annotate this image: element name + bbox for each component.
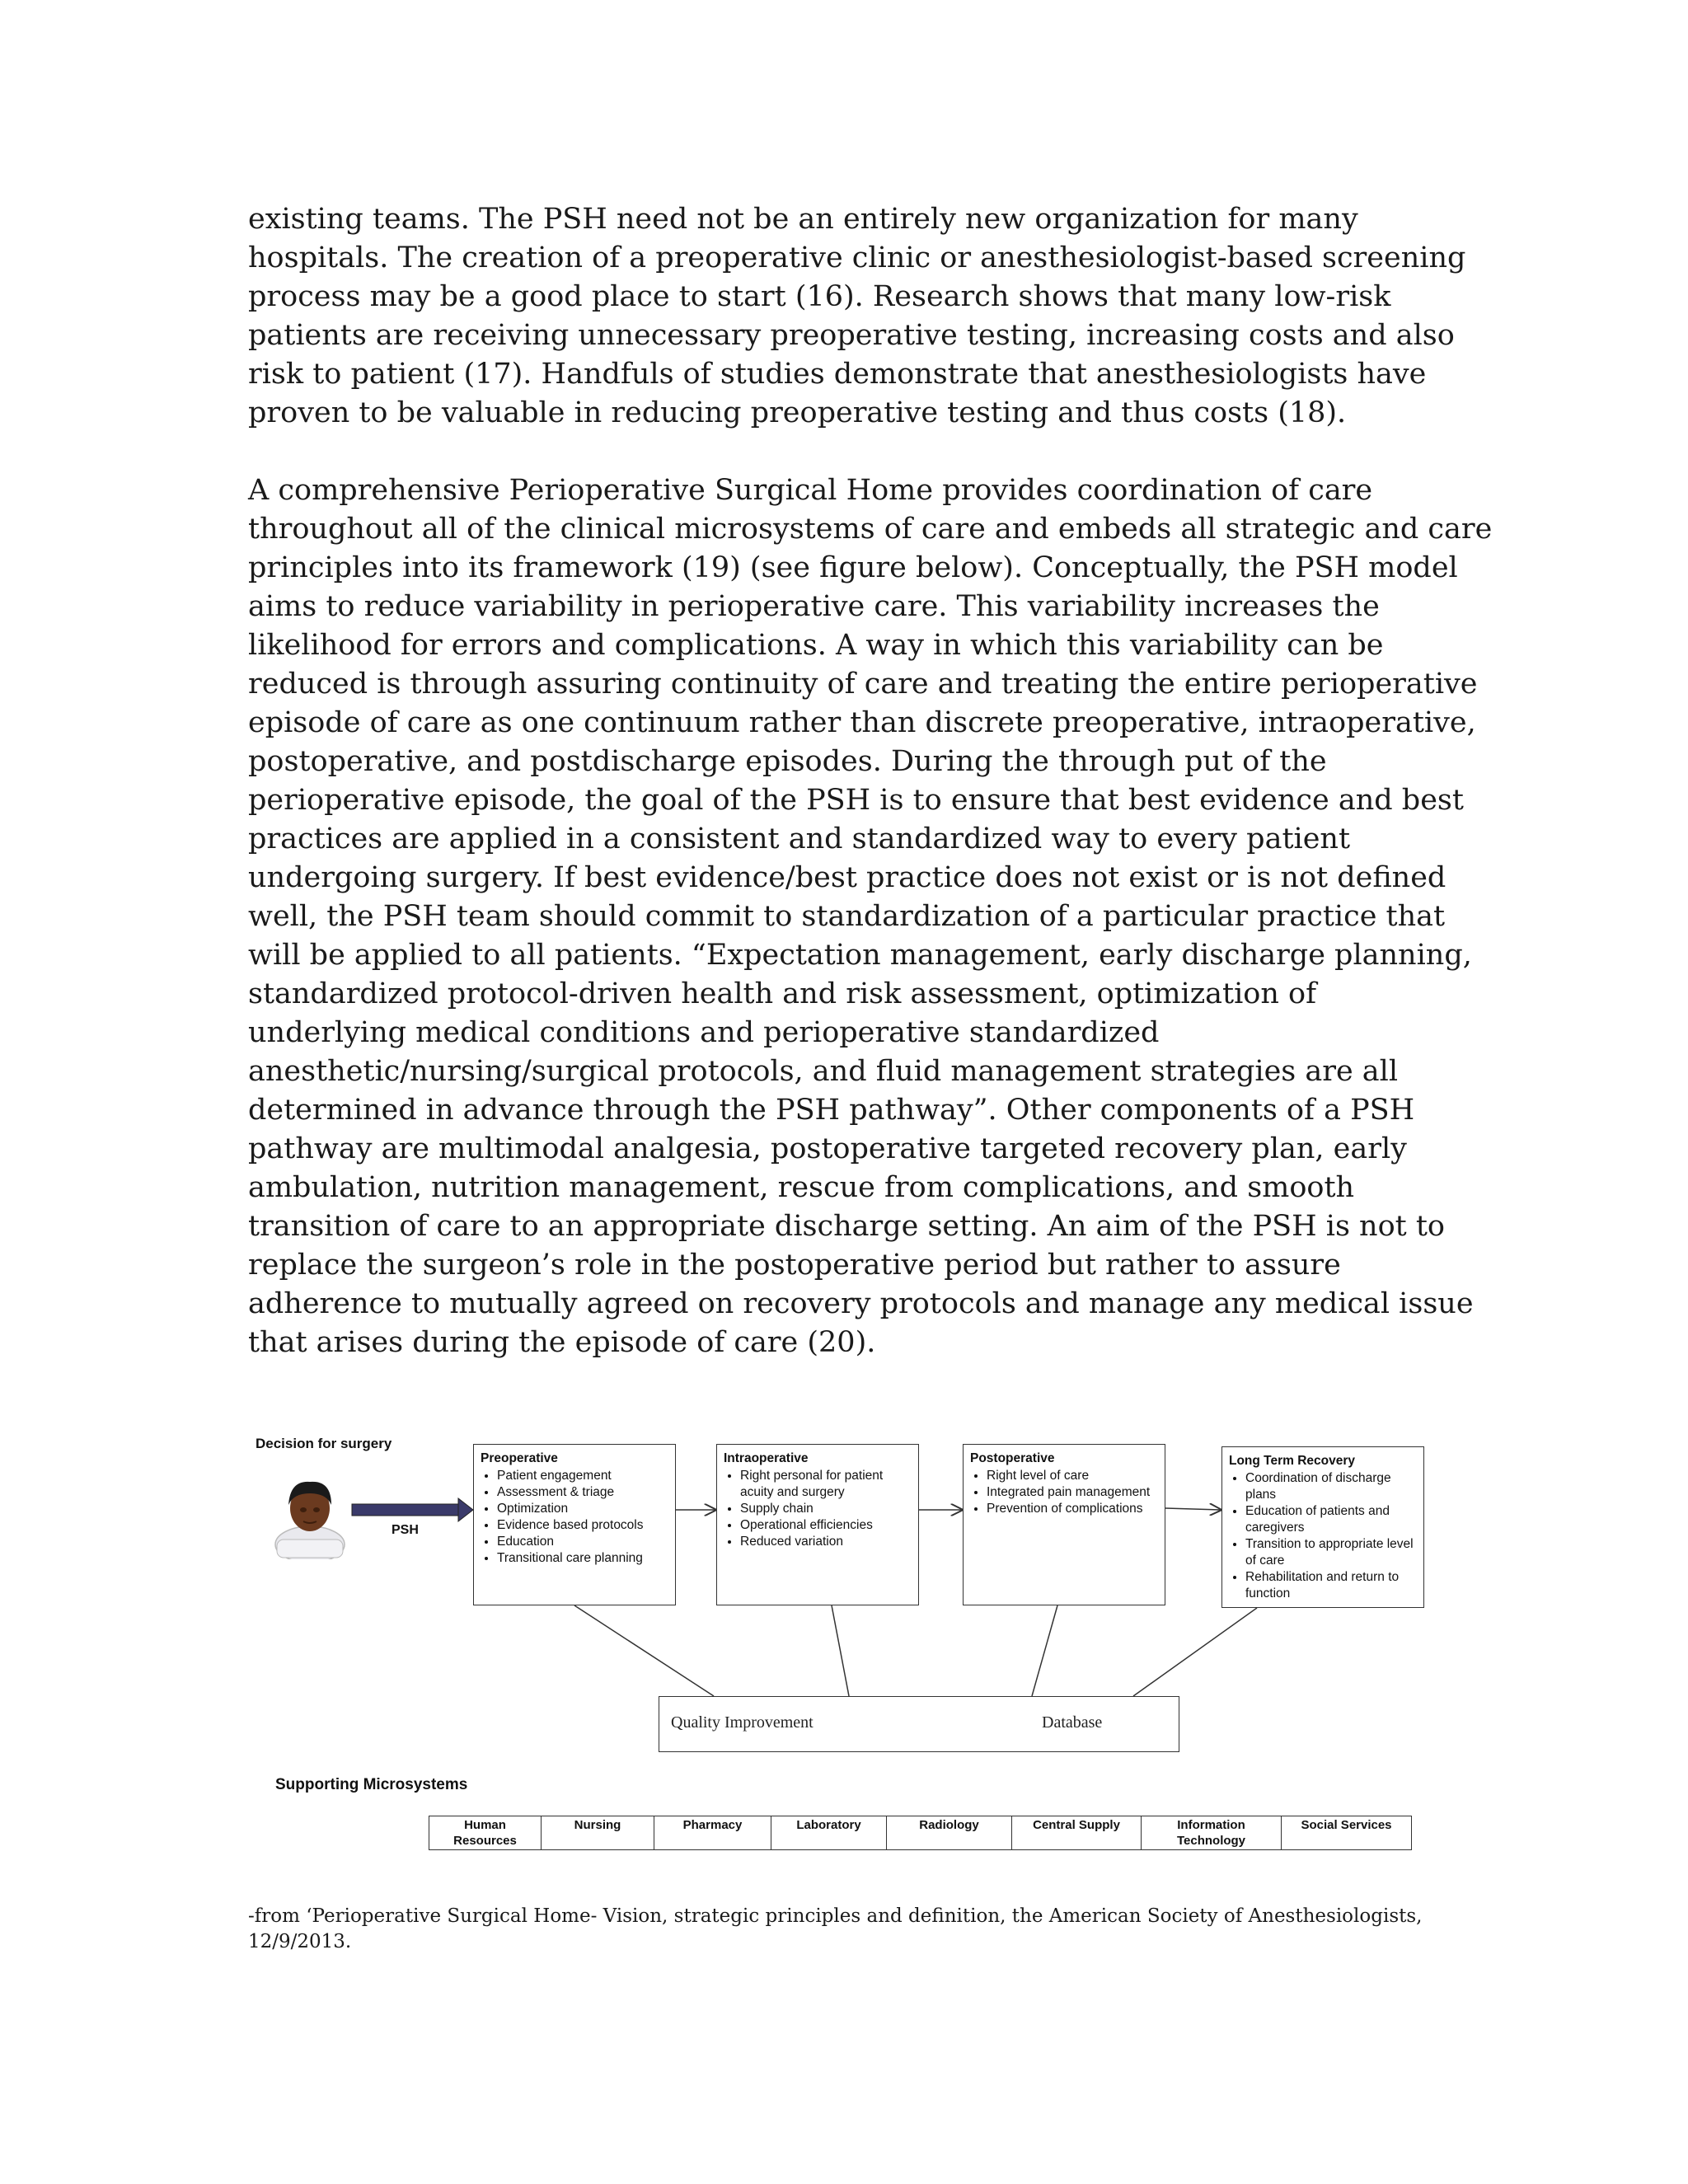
- text-line: 12/9/2013.: [248, 1931, 352, 1952]
- patient-avatar-icon: [269, 1469, 351, 1559]
- text-line: -from ‘Perioperative Surgical Home- Vision, strategic principles and definition, the American Society of Anesthesiologists,: [248, 1905, 1423, 1927]
- text-line: patients are receiving unnecessary preoperative testing, increasing costs and also: [248, 319, 1455, 352]
- arrow-post-to-ltr: [1165, 1508, 1221, 1510]
- microsystem-cell: Laboratory: [771, 1816, 887, 1850]
- stage-item: • Supply chain: [740, 1501, 912, 1517]
- stage-item: • Operational efficiencies: [740, 1517, 912, 1534]
- body-paragraph-2: [248, 471, 1493, 1362]
- microsystem-cell: Social Services: [1282, 1816, 1412, 1850]
- text-line: reduced is through assuring continuity of care and treating the entire perioperative: [248, 668, 1478, 701]
- stage-item: • Rehabilitation and return to function: [1245, 1569, 1417, 1602]
- text-line: practices are applied in a consistent and standardized way to every patient: [248, 823, 1351, 855]
- text-line: likelihood for errors and complications. A way in which this variability can be: [248, 629, 1384, 662]
- connector-intra-qi: [832, 1605, 849, 1696]
- text-line: transition of care to an appropriate discharge setting. An aim of the PSH is not to: [248, 1210, 1445, 1243]
- decision-for-surgery-label: Decision for surgery: [256, 1436, 392, 1451]
- text-line: ambulation, nutrition management, rescue from complications, and smooth: [248, 1171, 1355, 1204]
- psh-diagram: [247, 1418, 1434, 1879]
- stage-item: • Assessment & triage: [497, 1484, 668, 1501]
- table-row: [429, 1816, 1412, 1850]
- stage-item: • Coordination of discharge plans: [1245, 1470, 1417, 1503]
- text-line: principles into its framework (19) (see figure below). Conceptually, the PSH model: [248, 551, 1458, 584]
- stage-item: • Evidence based protocols: [497, 1517, 668, 1534]
- figure-source-footnote: [248, 1904, 1451, 1955]
- text-line: throughout all of the clinical microsystems of care and embeds all strategic and care: [248, 513, 1493, 546]
- stage-item: • Transitional care planning: [497, 1550, 668, 1567]
- stage-item: • Optimization: [497, 1501, 668, 1517]
- stage-title: Long Term Recovery: [1229, 1454, 1356, 1468]
- body-paragraph-1: [248, 200, 1466, 433]
- psh-arrow: [352, 1498, 473, 1521]
- stage-item: • Right level of care: [987, 1468, 1158, 1484]
- text-line: hospitals. The creation of a preoperative clinic or anesthesiologist-based screening: [248, 241, 1466, 274]
- stage-item: • Integrated pain management: [987, 1484, 1158, 1501]
- microsystem-cell: Radiology: [887, 1816, 1012, 1850]
- stage-item: • Education: [497, 1534, 668, 1550]
- text-line: existing teams. The PSH need not be an entirely new organization for many: [248, 203, 1358, 236]
- text-line: standardized protocol-driven health and risk assessment, optimization of: [248, 977, 1317, 1010]
- quality-improvement-database-box: [659, 1696, 1179, 1752]
- microsystem-cell: Human Resources: [429, 1816, 542, 1850]
- text-line: will be applied to all patients. “Expectation management, early discharge planning,: [248, 939, 1472, 972]
- text-line: well, the PSH team should commit to standardization of a particular practice that: [248, 900, 1446, 933]
- database-label: Database: [1042, 1713, 1103, 1732]
- stage-item: • Reduced variation: [740, 1534, 912, 1550]
- text-line: episode of care as one continuum rather than discrete preoperative, intraoperative,: [248, 706, 1476, 739]
- connector-pre-qi: [574, 1605, 714, 1696]
- microsystem-cell: Nursing: [542, 1816, 654, 1850]
- text-line: replace the surgeon’s role in the postoperative period but rather to assure: [248, 1249, 1341, 1282]
- stage-title: Postoperative: [970, 1451, 1055, 1465]
- connector-post-qi: [1032, 1605, 1057, 1696]
- quality-improvement-label: Quality Improvement: [671, 1713, 814, 1732]
- text-line: adherence to mutually agreed on recovery protocols and manage any medical issue: [248, 1287, 1474, 1320]
- text-line: risk to patient (17). Handfuls of studies demonstrate that anesthesiologists have: [248, 358, 1427, 391]
- text-line: undergoing surgery. If best evidence/best practice does not exist or is not defined: [248, 861, 1447, 894]
- text-line: A comprehensive Perioperative Surgical Home provides coordination of care: [248, 474, 1373, 507]
- stage-title: Preoperative: [481, 1451, 558, 1465]
- microsystems-table: [429, 1816, 1412, 1850]
- stage-preoperative: [473, 1444, 676, 1605]
- stage-intraoperative: [716, 1444, 919, 1605]
- stage-long-term-recovery: [1221, 1446, 1424, 1608]
- microsystem-cell: Information Technology: [1142, 1816, 1282, 1850]
- stage-item: • Prevention of complications: [987, 1501, 1158, 1517]
- stage-postoperative: [963, 1444, 1165, 1605]
- text-line: anesthetic/nursing/surgical protocols, and fluid management strategies are all: [248, 1055, 1399, 1088]
- text-line: aims to reduce variability in perioperative care. This variability increases the: [248, 590, 1380, 623]
- stage-item: • Education of patients and caregivers: [1245, 1503, 1417, 1536]
- text-line: that arises during the episode of care (20).: [248, 1326, 876, 1359]
- text-line: process may be a good place to start (16). Research shows that many low-risk: [248, 280, 1391, 313]
- stage-title: Intraoperative: [724, 1451, 809, 1465]
- text-line: underlying medical conditions and perioperative standardized: [248, 1016, 1160, 1049]
- stage-item: • Patient engagement: [497, 1468, 668, 1484]
- text-line: perioperative episode, the goal of the PSH is to ensure that best evidence and best: [248, 784, 1464, 817]
- supporting-microsystems-label: Supporting Microsystems: [275, 1776, 468, 1793]
- text-line: proven to be valuable in reducing preoperative testing and thus costs (18).: [248, 396, 1347, 429]
- text-line: postoperative, and postdischarge episodes. During the through put of the: [248, 745, 1327, 778]
- text-line: pathway are multimodal analgesia, postoperative targeted recovery plan, early: [248, 1132, 1407, 1165]
- stage-item: • Transition to appropriate level of care: [1245, 1536, 1417, 1569]
- stage-item: • Right personal for patient acuity and surgery: [740, 1468, 912, 1501]
- connector-ltr-qi: [1133, 1608, 1257, 1696]
- psh-arrow-label: PSH: [392, 1523, 419, 1537]
- microsystem-cell: Pharmacy: [654, 1816, 771, 1850]
- microsystem-cell: Central Supply: [1012, 1816, 1142, 1850]
- text-line: determined in advance through the PSH pathway”. Other components of a PSH: [248, 1094, 1415, 1127]
